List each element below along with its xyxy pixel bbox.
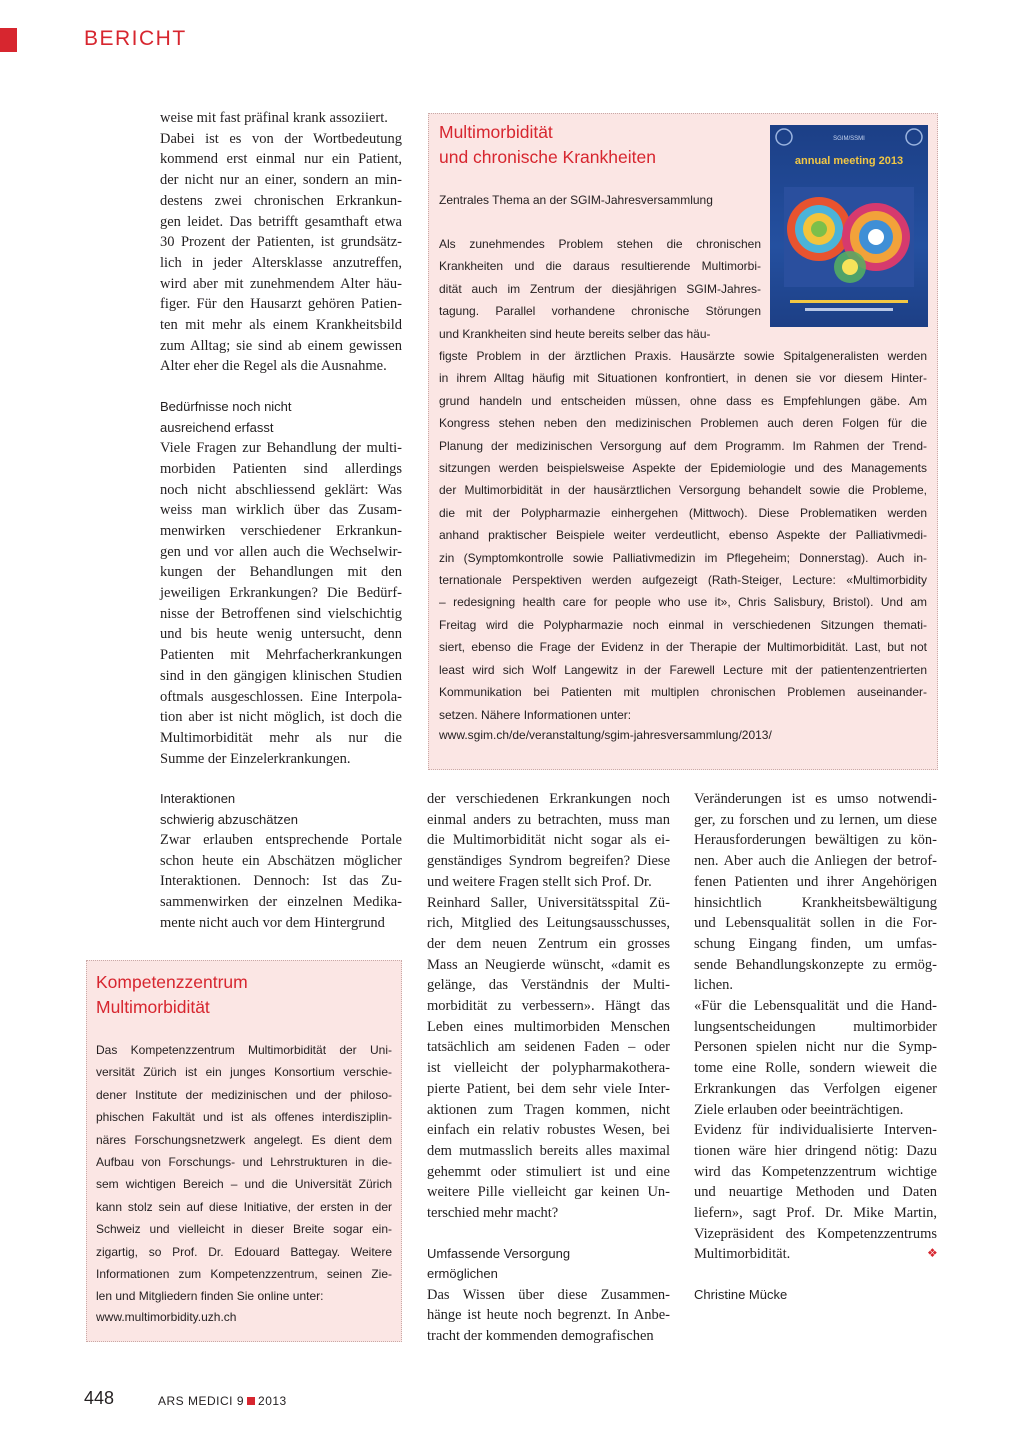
text-line: die Multimorbidität nicht sogar als ei-: [427, 832, 670, 849]
box-text-line: – redesigning health care for people who use it», Chris Salisbury, Bristol). Und am: [439, 595, 927, 610]
text-line: Das Wissen über diese Zusammen-: [427, 1286, 670, 1303]
column-2: [427, 789, 670, 1347]
text-line: morbiden Patienten sind allerdings: [160, 460, 402, 477]
box-text-line: phischen Fakultät und ist als offenes interdisziplin-: [96, 1110, 392, 1125]
text-line: einfach ein relativ robustes Wesen, bei: [427, 1122, 670, 1139]
box-text: [96, 1039, 392, 1308]
text-line: tatsächlich am seidenen Faden – oder: [427, 1039, 670, 1056]
box-text-line: die mit der Polypharmazie einhergehen (Mittwoch). Diese Problematiken werden: [439, 505, 927, 520]
journal-name: ARS MEDICI 9: [158, 1394, 245, 1408]
text-line: tome eine Rolle, sondern wieweit die: [694, 1060, 937, 1077]
text-line: rich, Mitglied des Leitungsausschusses,: [427, 915, 670, 932]
box-text-line: zigartig, so Prof. Dr. Edouard Battegay. Weitere: [96, 1244, 392, 1259]
text-line: fenen Patienten und ihrer Angehörigen: [694, 873, 937, 890]
box-text-line: Das Kompetenzzentrum Multimorbidität der Uni-: [96, 1043, 392, 1057]
subhead-line: ausreichend erfasst: [160, 419, 274, 435]
box-title: [439, 120, 656, 170]
box-text-line: kann stolz sein auf diese Initiative, der ersten in der: [96, 1199, 392, 1214]
poster-artwork: [784, 187, 914, 287]
text-line: nen. Aber auch die Anliegen der betrof-: [694, 853, 937, 870]
box-text-line: tagung. Parallel vorhandene chronische Störungen: [439, 304, 761, 319]
subhead-interaktionen: [160, 789, 402, 830]
text-line: pierte Patient, bei dem sehr viele Inter-: [427, 1080, 670, 1097]
subhead-line: Interaktionen: [160, 791, 236, 806]
text-line: sammenwirken der einzelnen Medika-: [160, 894, 402, 911]
sgim-link[interactable]: www.sgim.ch/de/veranstaltung/sgim-jahresversammlung/2013/: [439, 728, 772, 742]
box-text-line: setzen. Nähere Informationen unter:: [439, 707, 632, 722]
text-line: genständiges Syndrom begreifen? Diese: [427, 853, 670, 870]
text-line: und Lebensqualität sollen in die For-: [694, 915, 937, 932]
column-1-top: [160, 108, 402, 769]
text-line: ist vielleicht der polypharmakothera-: [427, 1060, 670, 1077]
text-line: tionen wäre hier dringend nötig: Dazu: [694, 1142, 937, 1159]
box-text-narrow: [439, 233, 761, 345]
box-text-line: und Krankheiten sind heute bereits selber das häu-: [439, 326, 711, 341]
text-line: wird das Kompetenzzentrum wichtige: [694, 1163, 937, 1180]
box-text-line: versität Zürich ist ein junges Konsortium verschie-: [96, 1065, 392, 1080]
text-line: destens zwei chronischen Erkrankun-: [160, 192, 402, 209]
text-line: morbidität zu verbessern». Hängt das: [427, 998, 670, 1015]
text-line: lungsentscheidungen multimorbider: [694, 1018, 937, 1035]
subhead-beduerfnisse: [160, 397, 402, 438]
box-text-line: least wird sich Wolf Langewitz in der Farewell Lecture mit der patientenzentrierten: [439, 662, 927, 677]
text-line: dem mutmasslich bereits alles maximal: [427, 1142, 670, 1159]
text-line: lichen.: [694, 977, 734, 994]
box-title: [96, 970, 248, 1020]
box-text-line: dener Institute der medizinischen und der philoso-: [96, 1087, 392, 1102]
text-line: figer. Für den Hausarzt gehören Patien-: [160, 296, 402, 313]
text-line: gen leidet. Das betrifft gesamthaft etwa: [160, 213, 402, 230]
text-line: Personen spielen nicht nur die Symp-: [694, 1039, 937, 1056]
box-text-line: dität auch im Zentrum der diesjährigen SGIM-Jahres-: [439, 281, 761, 296]
text-line: Dabei ist es von der Wortbedeutung: [160, 130, 402, 147]
text-line: hänge ist heute noch begrenzt. In Anbe-: [427, 1307, 670, 1324]
text-line: der dem neuen Zentrum ein grosses: [427, 935, 670, 952]
text-line: weiss man wirklich über das Zusam-: [160, 502, 402, 519]
subhead-line: ermöglichen: [427, 1266, 498, 1282]
text-line: Summe der Einzelerkrankungen.: [160, 750, 351, 767]
text-line: sende Behandlungskonzepte zu ermög-: [694, 956, 937, 973]
box-text-line: zin (Symptomkontrolle sowie Palliativmedizin im Pflegeheim; Donnerstag). Auch in-: [439, 550, 927, 565]
box-text-line: Aufbau von Forschungs- und Lehrstrukturen in die-: [96, 1155, 392, 1170]
text-line: sind in den gängigen klinischen Studien: [160, 667, 402, 684]
text-line: wird aber mit zunehmendem Alter häu-: [160, 275, 402, 292]
box-text-line: ternationale Perspektiven werden aufgezeigt (Rath-Steiger, Lecture: «Multimorbidity: [439, 573, 927, 588]
text-line: Mass an Neugierde wünscht, «damit es: [427, 956, 670, 973]
text-line: Veränderungen ist es umso notwendi-: [694, 791, 937, 807]
poster-title: annual meeting 2013: [794, 155, 904, 167]
box-text-line: näres Forschungsnetzwerk angelegt. Es dient dem: [96, 1132, 392, 1147]
box-text-line: sitzungen werden beispielsweise Aspekte der Epidemiologie und des Managements: [439, 461, 927, 476]
column-1-middle: [160, 789, 402, 934]
text-line: schon heute ein Abschätzen möglicher: [160, 852, 402, 869]
text-line: schung Eingang finden, um umfas-: [694, 935, 937, 952]
text-line: Evidenz für individualisierte Interven-: [694, 1122, 937, 1139]
text-line: menwirken verschiedener Erkrankun-: [160, 522, 402, 539]
separator-square-icon: [247, 1397, 255, 1405]
subhead-versorgung: [427, 1244, 670, 1285]
text-line: Leben eines multimorbiden Menschen: [427, 1018, 670, 1035]
text-line: weise mit fast präfinal krank assoziiert.: [160, 110, 388, 126]
text-line: nisse der Betroffenen sind vielschichtig: [160, 605, 402, 622]
svg-text:SGIM/SSMI: SGIM/SSMI: [833, 136, 865, 142]
box-text-line: anhand praktischer Beispiele weiter verdeutlicht, ebenso Aspekte der Palliativmedi-: [439, 528, 927, 543]
text-line: terschied mehr macht?: [427, 1205, 559, 1222]
text-line: und bis heute wenig untersucht, denn: [160, 626, 402, 643]
text-line: noch nicht abschliessend geklärt: Was: [160, 481, 402, 498]
text-line: tracht der kommenden demografischen: [427, 1328, 654, 1345]
kompetenzzentrum-box: [86, 960, 402, 1342]
text-line: der nicht nur an einer, sondern an min-: [160, 172, 402, 189]
author-name: Christine Mücke: [694, 1287, 788, 1303]
text-line: einmal anders zu betrachten, muss man: [427, 811, 670, 828]
text-line: hinsichtlich Krankheitsbewältigung: [694, 894, 937, 911]
text-line: zum Alltag; sie sind ab einem gewissen: [160, 337, 402, 354]
box-text-line: Kongress stehen neben den medizinischen Problemen auch deren Folgen für die: [439, 416, 927, 431]
box-text-line: Freitag wird die Polypharmazie noch einmal in verschiedenen Sitzungen themati-: [439, 617, 927, 632]
box-text-line: Krankheiten und die daraus resultierende Multimorbi-: [439, 259, 761, 274]
text-line: tion aber ist nicht möglich, ist doch die: [160, 709, 402, 726]
section-label: BERICHT: [84, 27, 187, 50]
text-line: ten mit mehr als einem Krankheitsbild: [160, 317, 402, 334]
box-title-line: Multimorbidität: [439, 122, 553, 142]
text-line: oftmals ausgeschlossen. Eine Interpola-: [160, 688, 402, 705]
text-line: und neuartige Methoden und Daten: [694, 1184, 937, 1201]
box-title-line: und chronische Krankheiten: [439, 147, 656, 167]
text-line: liefern», sagt Prof. Dr. Mike Martin,: [694, 1205, 937, 1222]
text-line: jeweiligen Erkrankungen? Die Bedürf-: [160, 585, 402, 602]
text-line: Patienten mit Mehrfacherkrankungen: [160, 647, 402, 664]
journal-issue: [158, 1394, 287, 1408]
text-line: Multimorbidität mehr als nur die: [160, 729, 402, 746]
text-line: «Für die Lebensqualität und die Hand-: [694, 998, 937, 1015]
text-line: Interaktionen. Dennoch: Ist das Zu-: [160, 873, 402, 890]
text-line: weitere Pille vielleicht gar keinen Un-: [427, 1184, 670, 1201]
uzh-link[interactable]: www.multimorbidity.uzh.ch: [96, 1310, 237, 1324]
text-line: kommend erst einmal nur ein Patient,: [160, 151, 402, 168]
poster-logo-icon: [770, 125, 928, 153]
box-text-line: siert, ebenso die Frage der Evidenz in der Therapie der Multimorbidität. Last, but not: [439, 640, 927, 655]
box-text-line: Informationen zum Kompetenzzentrum, seinen Zie-: [96, 1267, 392, 1282]
end-of-article-icon: ❖: [927, 1246, 938, 1260]
box-text-line: Als zunehmendes Problem stehen die chronischen: [439, 237, 761, 251]
box-text-line: Kommunikation bei Patienten mit multiplen chronischen Problemen auseinander-: [439, 685, 927, 700]
poster-footer-lines: [770, 297, 928, 317]
text-line: der verschiedenen Erkrankungen noch: [427, 791, 670, 807]
text-line: Alter eher die Regel als die Ausnahme.: [160, 358, 387, 375]
text-line: Zwar erlauben entsprechende Portale: [160, 832, 402, 848]
text-line: aktionen zum Tragen kommen, nicht: [427, 1101, 670, 1118]
text-line: und weitere Fragen stellt sich Prof. Dr.: [427, 873, 652, 890]
box-text-wide: [439, 345, 927, 726]
box-text-line: figste Problem in der ärztlichen Praxis. Hausärzte sowie Spitalgeneralisten werden: [439, 349, 927, 363]
subhead-line: schwierig abzuschätzen: [160, 811, 299, 827]
column-3: [694, 789, 937, 1306]
text-line: Viele Fragen zur Behandlung der multi-: [160, 440, 402, 457]
text-line: Erkrankungen das Verfolgen eigener: [694, 1080, 937, 1097]
box-title-line: Multimorbidität: [96, 997, 210, 1017]
text-line: Vizepräsident des Kompetenzzentrums: [694, 1225, 937, 1242]
box-title-line: Kompetenzzentrum: [96, 972, 248, 992]
text-line: gen und vor allen auch die Wechselwir-: [160, 543, 402, 560]
subhead-line: Bedürfnisse noch nicht: [160, 399, 292, 415]
box-lead: Zentrales Thema an der SGIM-Jahresversammlung: [439, 193, 713, 207]
box-text-line: sem wichtigen Bereich – und die Universität Zürich: [96, 1177, 392, 1192]
text-line: lich in jeder Altersklasse anzutreffen,: [160, 254, 402, 271]
section-color-mark: [0, 28, 17, 52]
text-line: 30 Prozent der Patienten, ist grundsätz-: [160, 234, 402, 251]
text-line: Ziele erlauben oder beeinträchtigen.: [694, 1101, 904, 1118]
box-text-line: Planung der medizinischen Versorgung auf dem Programm. Im Rahmen der Trend-: [439, 438, 927, 453]
text-line: gehemmt oder stimuliert ist und eine: [427, 1163, 670, 1180]
box-text-line: grund handeln und entscheiden müssen, ohne dass es Empfehlungen gäbe. Am: [439, 393, 927, 408]
page-number: 448: [84, 1388, 115, 1408]
journal-year: 2013: [258, 1394, 287, 1408]
text-line: mente nicht auch vor dem Hintergrund: [160, 914, 385, 931]
text-line: Herausforderungen bewältigen zu kön-: [694, 832, 937, 849]
subhead-line: Umfassende Versorgung: [427, 1245, 571, 1261]
text-line: Reinhard Saller, Universitätsspital Zü-: [427, 894, 670, 911]
text-line: gelänge, das Verständnis der Multi-: [427, 977, 670, 994]
box-text-line: len und Mitgliedern finden Sie online unter:: [96, 1289, 324, 1304]
box-text-line: Schweiz und vielleicht in dieser Breite sogar ein-: [96, 1222, 392, 1237]
box-text-line: der Multimorbidität in der hausärztlichen Versorgung behandelt sowie die Probleme,: [439, 483, 927, 498]
annual-meeting-poster: [770, 125, 928, 327]
box-text-line: in ihrem Alltag häufig mit Situationen konfrontiert, in denen sie vor diesem Hinter-: [439, 371, 927, 386]
text-line: ger, zu forschen und zu lernen, um diese: [694, 811, 937, 828]
text-line: kungen der Behandlungen mit den: [160, 564, 402, 581]
text-line: Multimorbidität.: [694, 1246, 791, 1263]
